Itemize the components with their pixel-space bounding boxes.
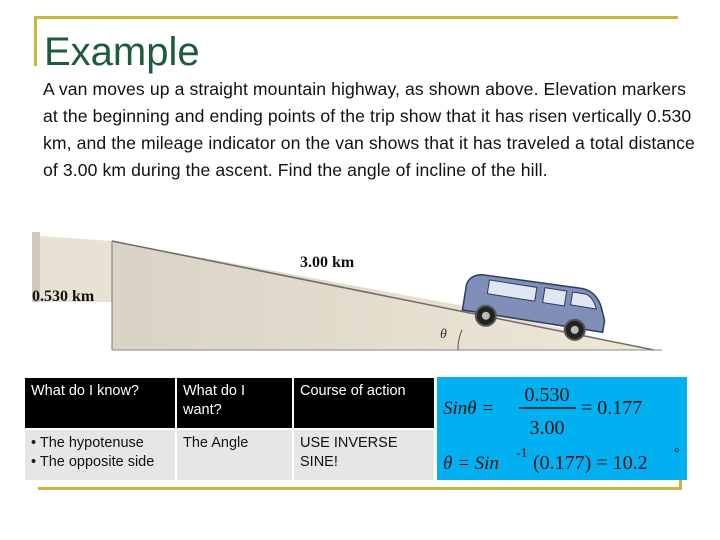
table-row — [25, 429, 434, 480]
table-cell: • The hypotenuse • The opposite side — [25, 429, 176, 480]
opposite-side-label: 0.530 km — [32, 288, 95, 305]
frame-top-border — [34, 16, 678, 19]
problem-text: A van moves up a straight mountain highway, as shown above. Elevation markers at the beginning and ending points of the trip show that it has risen vertically 0.530 km, and the mileage indicator on the van shows that it has traveled a total distance of 3.00 km during the ascent. Find the angle of incline of the hill. — [43, 79, 695, 180]
formula-denominator: 3.00 — [529, 417, 565, 439]
slide-title: Example — [44, 30, 200, 74]
frame-bottom-border — [38, 487, 682, 490]
formula-line2-exponent: -1 — [516, 446, 528, 461]
table-header-cell: What do I want? — [176, 378, 293, 429]
frame-left-border — [34, 16, 37, 66]
table-cell: USE INVERSE SINE! — [293, 429, 434, 480]
formula-box — [437, 377, 687, 480]
formula-line2-argument: (0.177) = 10.2 — [533, 452, 648, 474]
formula-degree-unit: ° — [674, 446, 680, 461]
table-header-row — [25, 378, 434, 429]
incline-diagram — [26, 232, 666, 360]
hypotenuse-label: 3.00 km — [300, 254, 355, 271]
know-want-action-table — [25, 378, 434, 480]
table-cell: The Angle — [176, 429, 293, 480]
angle-symbol: θ — [440, 327, 447, 342]
formula-line1-lhs: Sinθ = — [443, 398, 495, 419]
formula-svg — [437, 377, 687, 480]
incline-figure — [26, 232, 666, 360]
formula-numerator: 0.530 — [524, 384, 570, 406]
table-header-cell: What do I know? — [25, 378, 176, 429]
formula-line1-result: = 0.177 — [581, 397, 643, 419]
formula-line2-lhs: θ = Sin — [443, 453, 499, 474]
table-header-cell: Course of action — [293, 378, 434, 429]
